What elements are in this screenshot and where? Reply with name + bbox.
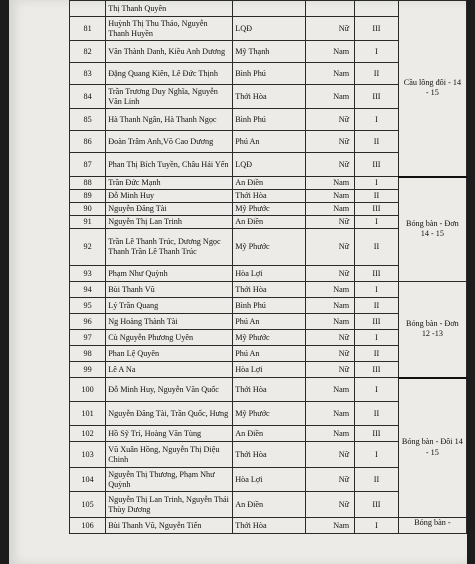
level-cell: III xyxy=(355,17,399,41)
row-number-cell: 99 xyxy=(70,362,106,378)
gender-cell: Nam xyxy=(306,63,355,85)
row-number-cell: 97 xyxy=(70,330,106,346)
level-cell: III xyxy=(355,203,399,216)
table-row xyxy=(70,282,467,298)
school-cell: Mỹ Phước xyxy=(233,402,306,426)
school-cell: Phú An xyxy=(233,346,306,362)
level-cell: I xyxy=(355,282,399,298)
school-cell: Thới Hòa xyxy=(233,378,306,402)
level-cell: III xyxy=(355,426,399,442)
school-cell: LQĐ xyxy=(233,17,306,41)
school-cell: Mỹ Phước xyxy=(233,229,306,266)
school-cell: Mỹ Phước xyxy=(233,330,306,346)
level-cell: I xyxy=(355,442,399,468)
participant-names-cell: Huỳnh Thị Thu Thảo, Nguyễn Thanh Huyền xyxy=(106,17,233,41)
row-number-cell: 91 xyxy=(70,216,106,229)
level-cell: I xyxy=(355,216,399,229)
gender-cell: Nữ xyxy=(306,266,355,282)
row-number-cell: 101 xyxy=(70,402,106,426)
gender-cell: Nam xyxy=(306,282,355,298)
event-group-cell: Bóng bàn - Đôi 14 - 15 xyxy=(398,378,466,518)
level-cell: I xyxy=(355,518,399,534)
school-cell: Thới Hòa xyxy=(233,282,306,298)
school-cell: An Điền xyxy=(233,492,306,518)
participant-names-cell: Trần Lê Thanh Trúc, Dương Ngọc Thanh Trần Lê Thanh Trúc xyxy=(106,229,233,266)
level-cell: II xyxy=(355,468,399,492)
scanned-page xyxy=(9,0,467,564)
gender-cell: Nữ xyxy=(306,468,355,492)
school-cell: LQĐ xyxy=(233,153,306,177)
school-cell: Hòa Lợi xyxy=(233,362,306,378)
level-cell: III xyxy=(355,314,399,330)
level-cell xyxy=(355,1,399,17)
row-number-cell: 96 xyxy=(70,314,106,330)
participant-names-cell: Nguyễn Thị Thương, Phạm Như Quỳnh xyxy=(106,468,233,492)
school-cell: Thới Hòa xyxy=(233,442,306,468)
gender-cell: Nữ xyxy=(306,17,355,41)
gender-cell: Nam xyxy=(306,402,355,426)
row-number-cell: 98 xyxy=(70,346,106,362)
row-number-cell: 106 xyxy=(70,518,106,534)
participant-names-cell: Nguyễn Đăng Tài xyxy=(106,203,233,216)
participant-names-cell: Cù Nguyễn Phương Uyên xyxy=(106,330,233,346)
participant-table xyxy=(69,0,467,534)
table-row xyxy=(70,1,467,17)
participant-names-cell: Đỗ Minh Huy xyxy=(106,190,233,203)
gender-cell: Nữ xyxy=(306,346,355,362)
gender-cell xyxy=(306,1,355,17)
school-cell: Thới Hòa xyxy=(233,190,306,203)
participant-names-cell: Bùi Thanh Vũ, Nguyễn Tiến xyxy=(106,518,233,534)
level-cell: I xyxy=(355,109,399,131)
table-row xyxy=(70,518,467,534)
gender-cell: Nữ xyxy=(306,109,355,131)
participant-names-cell: Trần Trương Duy Nghĩa, Nguyễn Văn Linh xyxy=(106,85,233,109)
gender-cell: Nam xyxy=(306,518,355,534)
participant-names-cell: Ng Hoàng Thành Tài xyxy=(106,314,233,330)
row-number-cell: 83 xyxy=(70,63,106,85)
gender-cell: Nữ xyxy=(306,442,355,468)
gender-cell: Nữ xyxy=(306,229,355,266)
level-cell: I xyxy=(355,41,399,63)
row-number-cell: 89 xyxy=(70,190,106,203)
level-cell: III xyxy=(355,362,399,378)
participant-names-cell: Lý Trần Quang xyxy=(106,298,233,314)
level-cell: II xyxy=(355,190,399,203)
gender-cell: Nữ xyxy=(306,216,355,229)
participant-names-cell: Đỗ Minh Huy, Nguyễn Văn Quốc xyxy=(106,378,233,402)
table-body xyxy=(70,1,467,534)
row-number-cell: 88 xyxy=(70,177,106,190)
level-cell: I xyxy=(355,177,399,190)
event-group-cell: Cầu lông đôi - 14 - 15 xyxy=(398,1,466,177)
row-number-cell: 85 xyxy=(70,109,106,131)
level-cell: II xyxy=(355,229,399,266)
school-cell: Mỹ Phước xyxy=(233,203,306,216)
row-number-cell: 92 xyxy=(70,229,106,266)
table-row xyxy=(70,378,467,402)
level-cell: II xyxy=(355,346,399,362)
level-cell: II xyxy=(355,131,399,153)
table-row xyxy=(70,177,467,190)
participant-names-cell: Hà Thanh Ngân, Hà Thanh Ngọc xyxy=(106,109,233,131)
participant-names-cell: Bùi Thanh Vũ xyxy=(106,282,233,298)
participant-names-cell: Hồ Sỹ Trí, Hoàng Văn Tùng xyxy=(106,426,233,442)
gender-cell: Nữ xyxy=(306,153,355,177)
level-cell: II xyxy=(355,298,399,314)
row-number-cell: 81 xyxy=(70,17,106,41)
level-cell: III xyxy=(355,85,399,109)
participant-names-cell: Nguyễn Thị Lan Trinh xyxy=(106,216,233,229)
event-group-cell: Bóng bàn - Đơn 12 -13 xyxy=(398,282,466,378)
participant-names-cell: Phan Lệ Quyên xyxy=(106,346,233,362)
school-cell: Hòa Lợi xyxy=(233,266,306,282)
participant-names-cell: Phan Thị Bích Tuyền, Châu Hải Yến xyxy=(106,153,233,177)
school-cell: Phú An xyxy=(233,314,306,330)
participant-names-cell: Nguyễn Thị Lan Trinh, Nguyễn Thái Thùy Dương xyxy=(106,492,233,518)
participant-names-cell: Trần Đức Mạnh xyxy=(106,177,233,190)
level-cell: I xyxy=(355,330,399,346)
gender-cell: Nam xyxy=(306,314,355,330)
level-cell: I xyxy=(355,378,399,402)
participant-names-cell: Vũ Xuân Hồng, Nguyễn Thị Diệu Chinh xyxy=(106,442,233,468)
row-number-cell: 86 xyxy=(70,131,106,153)
row-number-cell xyxy=(70,1,106,17)
row-number-cell: 82 xyxy=(70,41,106,63)
level-cell: III xyxy=(355,492,399,518)
participant-names-cell: Đặng Quang Kiên, Lê Đức Thịnh xyxy=(106,63,233,85)
participant-names-cell: Văn Thành Danh, Kiều Anh Dương xyxy=(106,41,233,63)
school-cell: An Điền xyxy=(233,177,306,190)
participant-names-cell: Nguyễn Đăng Tài, Trần Quốc, Hưng xyxy=(106,402,233,426)
event-group-cell: Bóng bàn - xyxy=(398,518,466,534)
level-cell: II xyxy=(355,402,399,426)
gender-cell: Nữ xyxy=(306,362,355,378)
row-number-cell: 102 xyxy=(70,426,106,442)
row-number-cell: 100 xyxy=(70,378,106,402)
participant-names-cell: Thị Thanh Quyên xyxy=(106,1,233,17)
gender-cell: Nam xyxy=(306,177,355,190)
school-cell: Hòa Lợi xyxy=(233,468,306,492)
gender-cell: Nam xyxy=(306,85,355,109)
gender-cell: Nam xyxy=(306,378,355,402)
gender-cell: Nam xyxy=(306,298,355,314)
participant-names-cell: Phạm Như Quỳnh xyxy=(106,266,233,282)
school-cell: An Điền xyxy=(233,216,306,229)
gender-cell: Nữ xyxy=(306,492,355,518)
row-number-cell: 104 xyxy=(70,468,106,492)
participant-names-cell: Đoàn Trâm Anh,Võ Cao Dương xyxy=(106,131,233,153)
row-number-cell: 90 xyxy=(70,203,106,216)
row-number-cell: 103 xyxy=(70,442,106,468)
gender-cell: Nam xyxy=(306,190,355,203)
gender-cell: Nam xyxy=(306,41,355,63)
level-cell: III xyxy=(355,153,399,177)
gender-cell: Nữ xyxy=(306,330,355,346)
school-cell: Thới Hòa xyxy=(233,518,306,534)
row-number-cell: 94 xyxy=(70,282,106,298)
gender-cell: Nam xyxy=(306,426,355,442)
row-number-cell: 84 xyxy=(70,85,106,109)
row-number-cell: 93 xyxy=(70,266,106,282)
school-cell: Thới Hòa xyxy=(233,85,306,109)
participant-names-cell: Lê A Na xyxy=(106,362,233,378)
gender-cell: Nam xyxy=(306,203,355,216)
school-cell: An Điền xyxy=(233,426,306,442)
row-number-cell: 87 xyxy=(70,153,106,177)
school-cell: Bình Phú xyxy=(233,298,306,314)
gender-cell: Nữ xyxy=(306,131,355,153)
school-cell: Bình Phú xyxy=(233,109,306,131)
level-cell: II xyxy=(355,63,399,85)
school-cell: Phú An xyxy=(233,131,306,153)
level-cell: III xyxy=(355,266,399,282)
row-number-cell: 105 xyxy=(70,492,106,518)
school-cell xyxy=(233,1,306,17)
school-cell: Bình Phú xyxy=(233,63,306,85)
school-cell: Mỹ Thạnh xyxy=(233,41,306,63)
row-number-cell: 95 xyxy=(70,298,106,314)
event-group-cell: Bóng bàn - Đơn 14 - 15 xyxy=(398,177,466,282)
